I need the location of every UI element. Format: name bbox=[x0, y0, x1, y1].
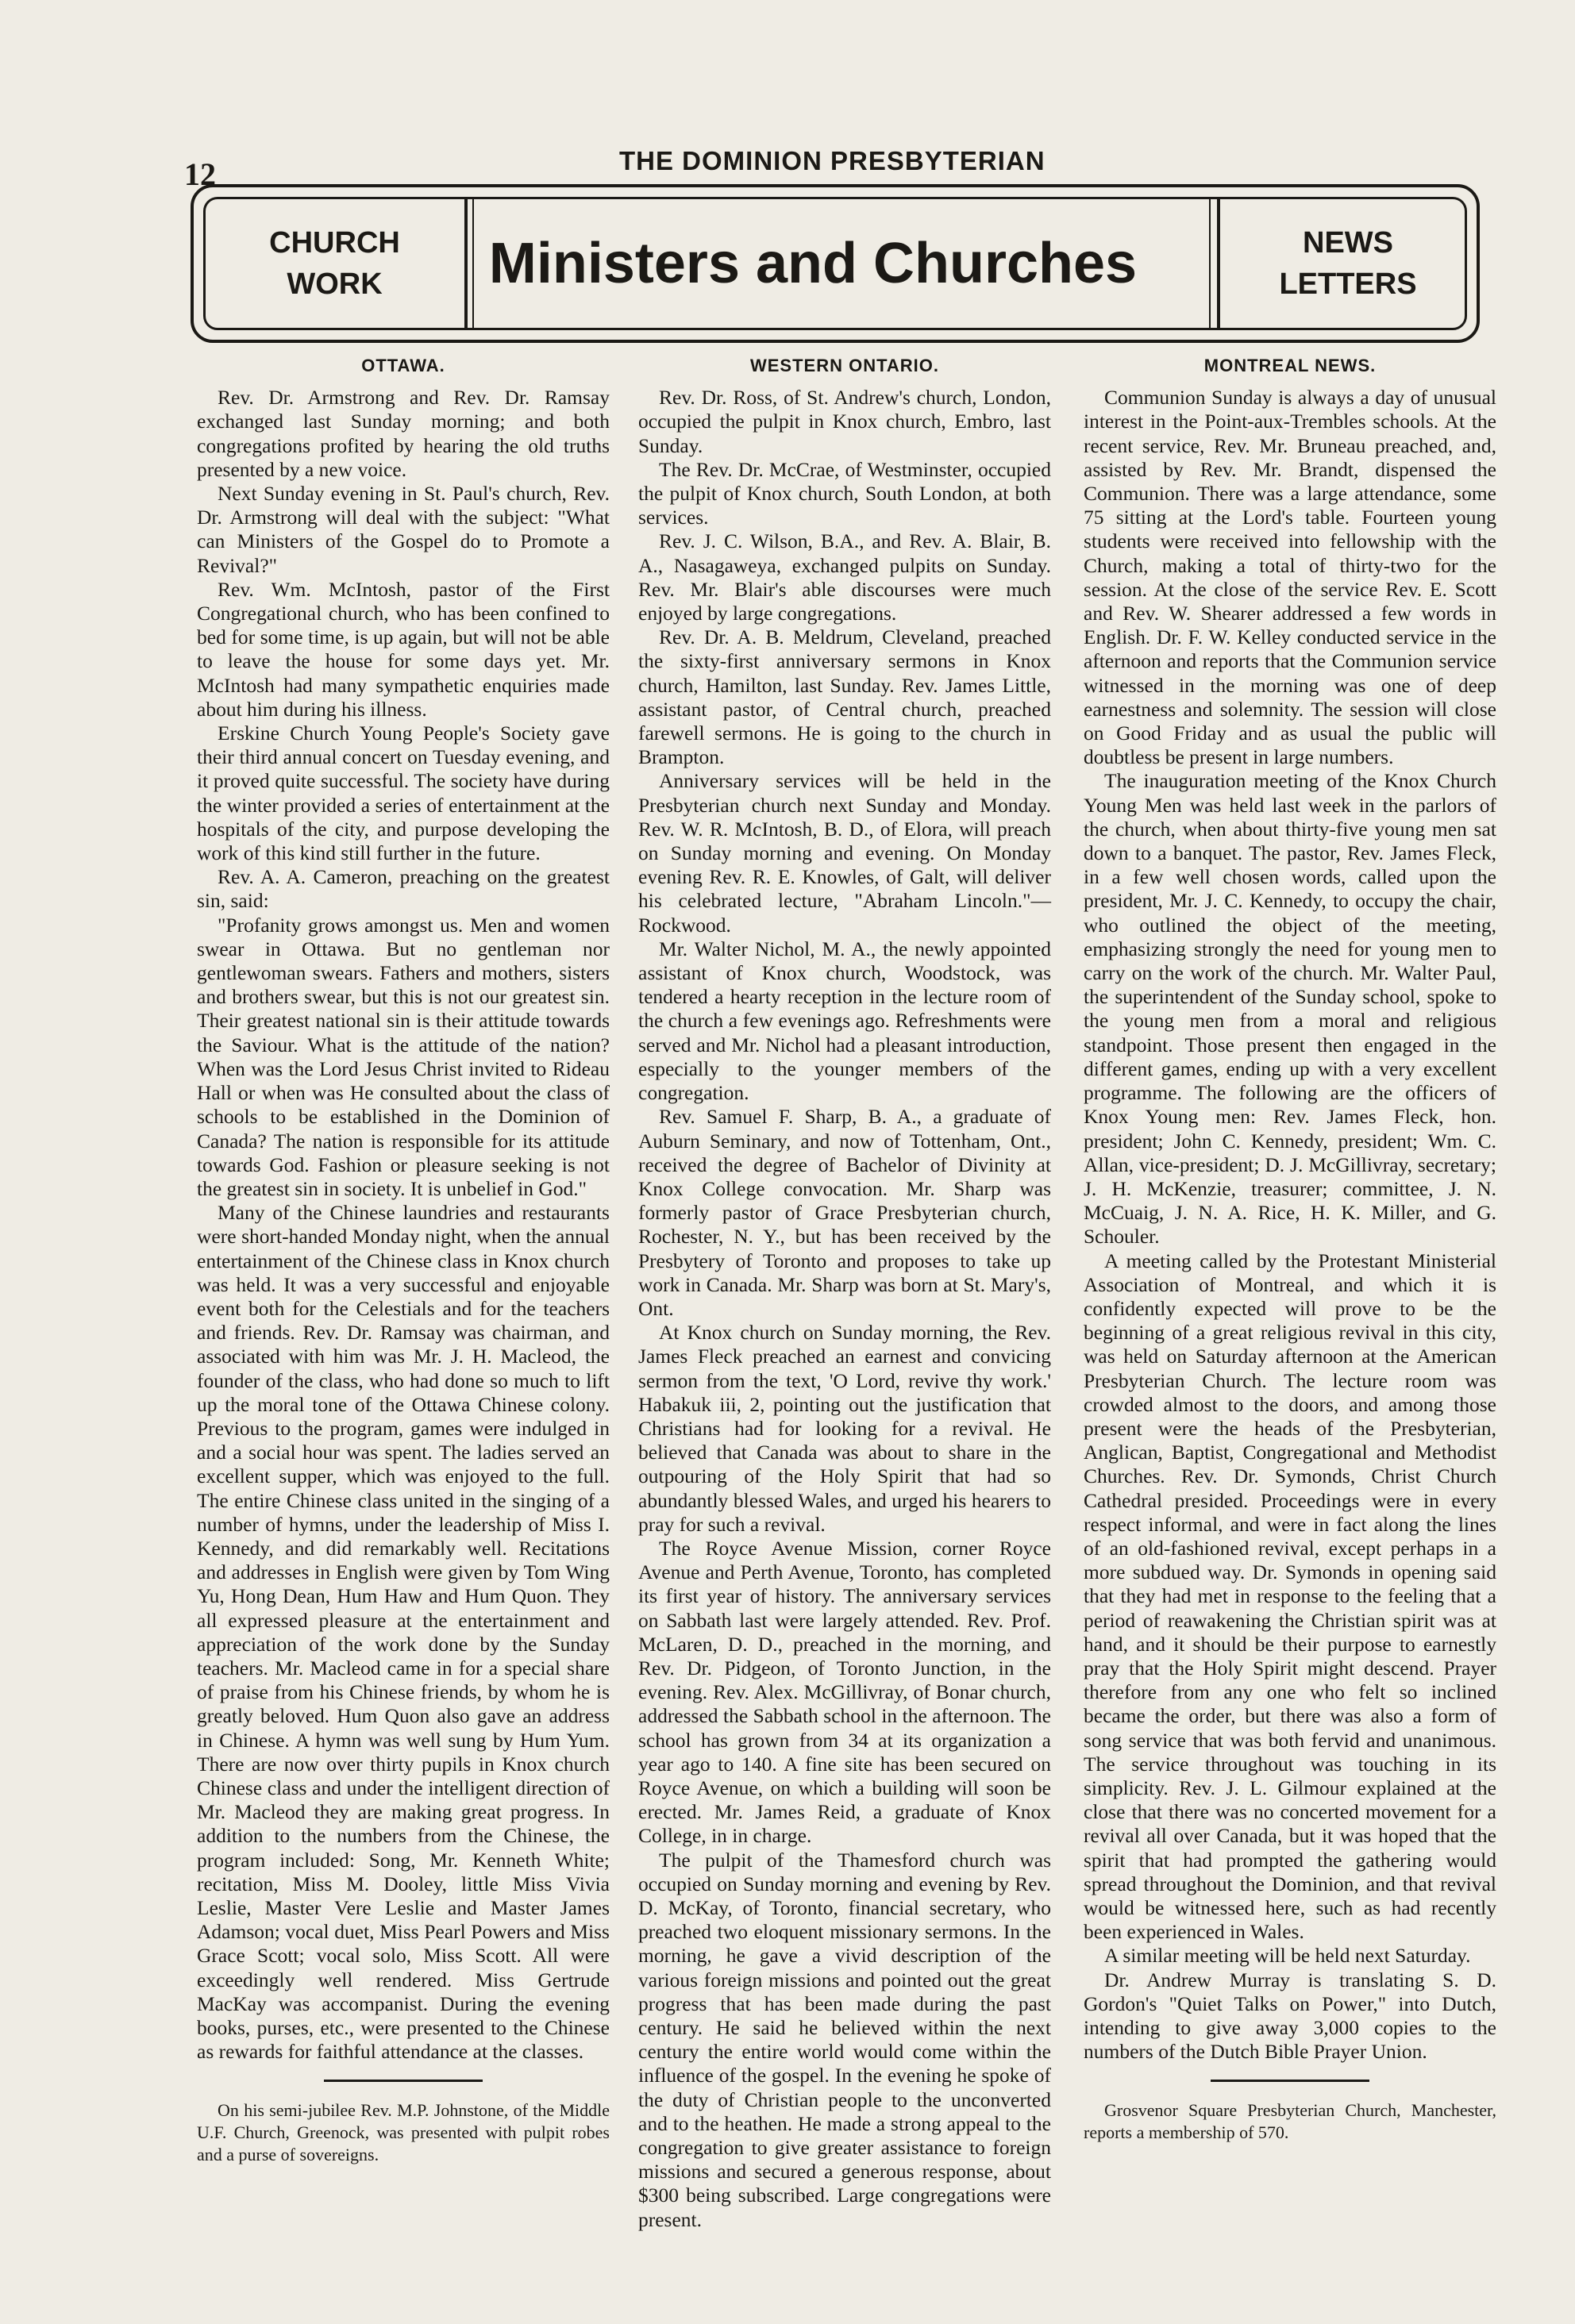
column-ottawa bbox=[197, 354, 610, 2166]
column-rule bbox=[324, 2080, 483, 2082]
article-paragraph: Rev. A. A. Cameron, preaching on the greatest sin, said: bbox=[197, 865, 610, 913]
article-paragraph: Rev. Samuel F. Sharp, B. A., a graduate of Auburn Seminary, and now of Tottenham, Ont., received the degree of Bachelor of Divinity at Knox College convocation. Mr. Sharp was formerly pastor of Grace Presbyterian church, Rochester, N. Y., but has been received by the Presbytery of Toronto and proposes to take up work in Canada. Mr. Sharp was born at St. Mary's, Ont. bbox=[638, 1105, 1051, 1320]
column-heading: MONTREAL NEWS. bbox=[1203, 356, 1377, 375]
column-montreal bbox=[1084, 354, 1496, 2144]
page-number: 12 bbox=[184, 156, 216, 192]
article-paragraph: Rev. J. C. Wilson, B.A., and Rev. A. Blair, B. A., Nasagaweya, exchanged pulpits on Sunday. Rev. Mr. Blair's able discourses were much enjoyed by large congregations. bbox=[638, 529, 1051, 625]
banner-left-line1: CHURCH bbox=[269, 226, 400, 260]
banner-divider bbox=[472, 199, 474, 328]
article-paragraph: A meeting called by the Protestant Ministerial Association of Montreal, and which it is confidently expected will prove to be the beginning of a great religious revival in this city, was held on Saturday afternoon at the American Presbyterian Church. The lecture room was crowded almost to the doors, and among those present were the heads of the Presbyterian, Anglican, Baptist, Congregational and Methodist Churches. Rev. Dr. Symonds, Christ Church Cathedral presided. Proceedings were in every respect informal, and were in fact along the lines of an old-fashioned revival, except perhaps in a more subdued way. Dr. Symonds in opening said that they had met in response to the feeling that a period of reawakening the Christian spirit was at hand, and it should be their purpose to earnestly pray that the Holy Spirit might descend. Prayer therefore from any one who felt so inclined became the order, but there was also a form of song service that was both fervid and unanimous. The service throughout was touching in its simplicity. Rev. J. L. Gilmour explained at the close that there was no concerted movement for a revival all over Canada, but it was hoped that the spirit that had prompted the gathering would spread throughout the Dominion, and that revival would be witnessed here, such as had recently been experienced in Wales. bbox=[1084, 1249, 1496, 1944]
article-paragraph: Mr. Walter Nichol, M. A., the newly appointed assistant of Knox church, Woodstock, was tendered a hearty reception in the lecture room of the church a few evenings ago. Refreshments were served and Mr. Nichol had a pleasant introduction, especially to the younger members of the congregation. bbox=[638, 937, 1051, 1105]
column-rule bbox=[1211, 2080, 1369, 2082]
column-heading: WESTERN ONTARIO. bbox=[749, 356, 940, 375]
article-paragraph: A similar meeting will be held next Saturday. bbox=[1104, 1944, 1471, 1968]
article-paragraph: Rev. Dr. Armstrong and Rev. Dr. Ramsay exchanged last Sunday morning; and both congregations profited by hearing the old truths presented by a new voice. bbox=[197, 386, 610, 481]
banner-right-box bbox=[1230, 199, 1466, 328]
article-paragraph: The Royce Avenue Mission, corner Royce Avenue and Perth Avenue, Toronto, has completed its first year of history. The anniversary services on Sabbath last were largely attended. Rev. Prof. McLaren, D. D., preached in the morning, and Rev. Dr. Pidgeon, of Toronto Junction, in the evening. Rev. Alex. McGillivray, of Bonar church, addressed the Sabbath school in the afternoon. The school has grown from 34 at its organization a year ago to 140. A fine site has been secured on Royce Avenue, on which a building will soon be erected. Mr. James Reid, a graduate of Knox College, in in charge. bbox=[638, 1536, 1051, 1848]
banner-divider bbox=[1217, 199, 1220, 328]
banner-title: Ministers and Churches bbox=[488, 232, 1138, 295]
banner-right-line1: NEWS bbox=[1303, 226, 1393, 260]
banner-inner-frame bbox=[203, 197, 1467, 330]
article-paragraph: Rev. Wm. McIntosh, pastor of the First Congregational church, who has been confined to bed for some time, is up again, but will not be able to leave the house for some days yet. Mr. McIntosh had many sympathetic enquiries made about him during his illness. bbox=[197, 577, 610, 721]
article-paragraph: The inauguration meeting of the Knox Church Young Men was held last week in the parlors of the church, when about thirty-five young men sat down to a banquet. The pastor, Rev. James Fleck, in a few well chosen words, called upon the president, Mr. J. C. Kennedy, to occupy the chair, who outlined the object of the meeting, emphasizing strongly the need for young men to carry on the work of the church. Mr. Walter Paul, the superintendent of the Sunday school, spoke to the young men from a moral and religious standpoint. Those present then engaged in the different games, ending up with a very excellent programme. The following are the officers of Knox Young men: Rev. James Fleck, hon. president; John C. Kennedy, president; Wm. C. Allan, vice-president; D. J. McGillivray, secretary; J. H. McKenzie, treasurer; committee, J. N. McCuaig, J. N. A. Rice, H. K. Miller, and G. Schouler. bbox=[1084, 769, 1496, 1249]
article-paragraph: Communion Sunday is always a day of unusual interest in the Point-aux-Trembles schools. At the recent service, Rev. Mr. Bruneau preached, and, assisted by Rev. Mr. Brandt, dispensed the Communion. There was a large attendance, some 75 sitting at the Lord's table. Fourteen young students were received into fellowship with the Church, making a total of thirty-two for the session. At the close of the service Rev. E. Scott and Rev. W. Shearer addressed a few words in English. Dr. F. W. Kelley conducted service in the afternoon and reports that the Communion service witnessed in the morning was one of deep earnestness and solemnity. The session will close on Good Friday and as usual the public will doubtless be present in large numbers. bbox=[1084, 386, 1496, 769]
column-note bbox=[197, 2099, 610, 2166]
banner-right-line2: LETTERS bbox=[1279, 267, 1417, 301]
article-paragraph: Dr. Andrew Murray is translating S. D. Gordon's "Quiet Talks on Power," into Dutch, intending to give away 3,000 copies to the numbers of the Dutch Bible Prayer Union. bbox=[1084, 1968, 1496, 2064]
section-banner bbox=[191, 184, 1480, 343]
note-text: On his semi-jubilee Rev. M.P. Johnstone, of the Middle U.F. Church, Greenock, was presented with pulpit robes and a purse of sovereigns. bbox=[197, 2100, 610, 2165]
banner-divider bbox=[464, 199, 468, 328]
note-text: Grosvenor Square Presbyterian Church, Manchester, reports a membership of 570. bbox=[1084, 2100, 1496, 2143]
article-paragraph: The Rev. Dr. McCrae, of Westminster, occupied the pulpit of Knox church, South London, at both services. bbox=[638, 457, 1051, 529]
column-note bbox=[1084, 2099, 1496, 2144]
article-paragraph: "Profanity grows amongst us. Men and women swear in Ottawa. But no gentleman nor gentlewoman swears. Fathers and mothers, sisters and brothers swear, but this is not our greatest sin. Their greatest national sin is their attitude towards the Saviour. What is the attitude of the nation? When was the Lord Jesus Christ invited to Rideau Hall or when was He consulted about the class of schools to be established in the Dominion of Canada? The nation is responsible for its attitude towards God. Fashion or pleasure seeking is not the greatest sin in society. It is unbelief in God." bbox=[197, 913, 610, 1200]
article-paragraph: Next Sunday evening in St. Paul's church, Rev. Dr. Armstrong will deal with the subject: "What can Ministers of the Gospel do to Promote a Revival?" bbox=[197, 482, 610, 577]
column-western-ontario bbox=[638, 354, 1051, 2232]
banner-divider bbox=[1209, 199, 1211, 328]
article-paragraph: The pulpit of the Thamesford church was occupied on Sunday morning and evening by Rev. D. McKay, of Toronto, financial secretary, who preached two eloquent missionary sermons. In the morning, he gave a vivid description of the various foreign missions and pointed out the great progress that has been made during the past century. He said he believed within the next century the entire world would come within the influence of the gospel. In the evening he spoke of the duty of Christian people to the unconverted and to the heathen. He made a strong appeal to the congregation to give greater assistance to foreign missions and secured a generous response, about $300 being subscribed. Large congregations were present. bbox=[638, 1848, 1051, 2231]
article-paragraph: Many of the Chinese laundries and restaurants were short-handed Monday night, when the annual entertainment of the Chinese class in Knox church was held. It was a very successful and enjoyable event both for the Celestials and for the teachers and friends. Rev. Dr. Ramsay was chairman, and associated with him was Mr. J. H. Macleod, the founder of the class, who had done so much to lift up the moral tone of the Ottawa Chinese colony. Previous to the program, games were indulged in and a social hour was spent. The ladies served an excellent supper, which was enjoyed to the full. The entire Chinese class united in the singing of a number of hymns, under the leadership of Miss I. Kennedy, and did remarkably well. Recitations and addresses in English were given by Tom Wing Yu, Hong Dean, Hum Haw and Hum Quon. They all expressed pleasure at the entertainment and appreciation of the work done by the Sunday teachers. Mr. Macleod came in for a special share of praise from his Chinese friends, by whom he is greatly beloved. Hum Quon also gave an address in Chinese. A hymn was well sung by Hum Yum. There are now over thirty pupils in Knox church Chinese class and under the intelligent direction of Mr. Macleod they are making great progress. In addition to the numbers from the Chinese, the program included: Song, Mr. Kenneth White; recitation, Miss M. Dooley, little Miss Vivia Leslie, Master Vere Leslie and Master James Adamson; vocal duet, Miss Pearl Powers and Miss Grace Scott; vocal solo, Miss Scott. All were exceedingly well rendered. Miss Gertrude MacKay was accompanist. During the evening books, purses, etc., were presented to the Chinese as rewards for faithful attendance at the classes. bbox=[197, 1201, 610, 2064]
banner-left-line2: WORK bbox=[287, 267, 383, 301]
article-paragraph: Rev. Dr. Ross, of St. Andrew's church, London, occupied the pulpit in Knox church, Embro, last Sunday. bbox=[638, 386, 1051, 457]
article-paragraph: At Knox church on Sunday morning, the Rev. James Fleck preached an earnest and convicing sermon from the text, 'O Lord, revive thy work.' Habakuk iii, 2, pointing out the justification that Christians had for looking for a revival. He believed that Canada was about to share in the outpouring of the Holy Spirit that had so abundantly blessed Wales, and urged his hearers to pray for such a revival. bbox=[638, 1321, 1051, 1536]
running-title: THE DOMINION PRESBYTERIAN bbox=[619, 146, 1046, 175]
article-paragraph: Erskine Church Young People's Society gave their third annual concert on Tuesday evening, and it proved quite successful. The society have during the winter provided a series of entertainment at the hospitals of the city, and purpose developing the work of this kind still further in the future. bbox=[197, 721, 610, 865]
article-paragraph: Rev. Dr. A. B. Meldrum, Cleveland, preached the sixty-first anniversary sermons in Knox church, Hamilton, last Sunday. Rev. James Little, assistant pastor, of Central church, preached farewell sermons. He is going to the church in Brampton. bbox=[638, 625, 1051, 769]
column-heading: OTTAWA. bbox=[361, 356, 445, 375]
article-paragraph: Anniversary services will be held in the Presbyterian church next Sunday and Monday. Rev. W. R. McIntosh, B. D., of Elora, will preach on Sunday morning and evening. On Monday evening Rev. R. E. Knowles, of Galt, will deliver his celebrated lecture, "Abraham Lincoln."—Rockwood. bbox=[638, 769, 1051, 937]
banner-left-box bbox=[206, 199, 464, 328]
